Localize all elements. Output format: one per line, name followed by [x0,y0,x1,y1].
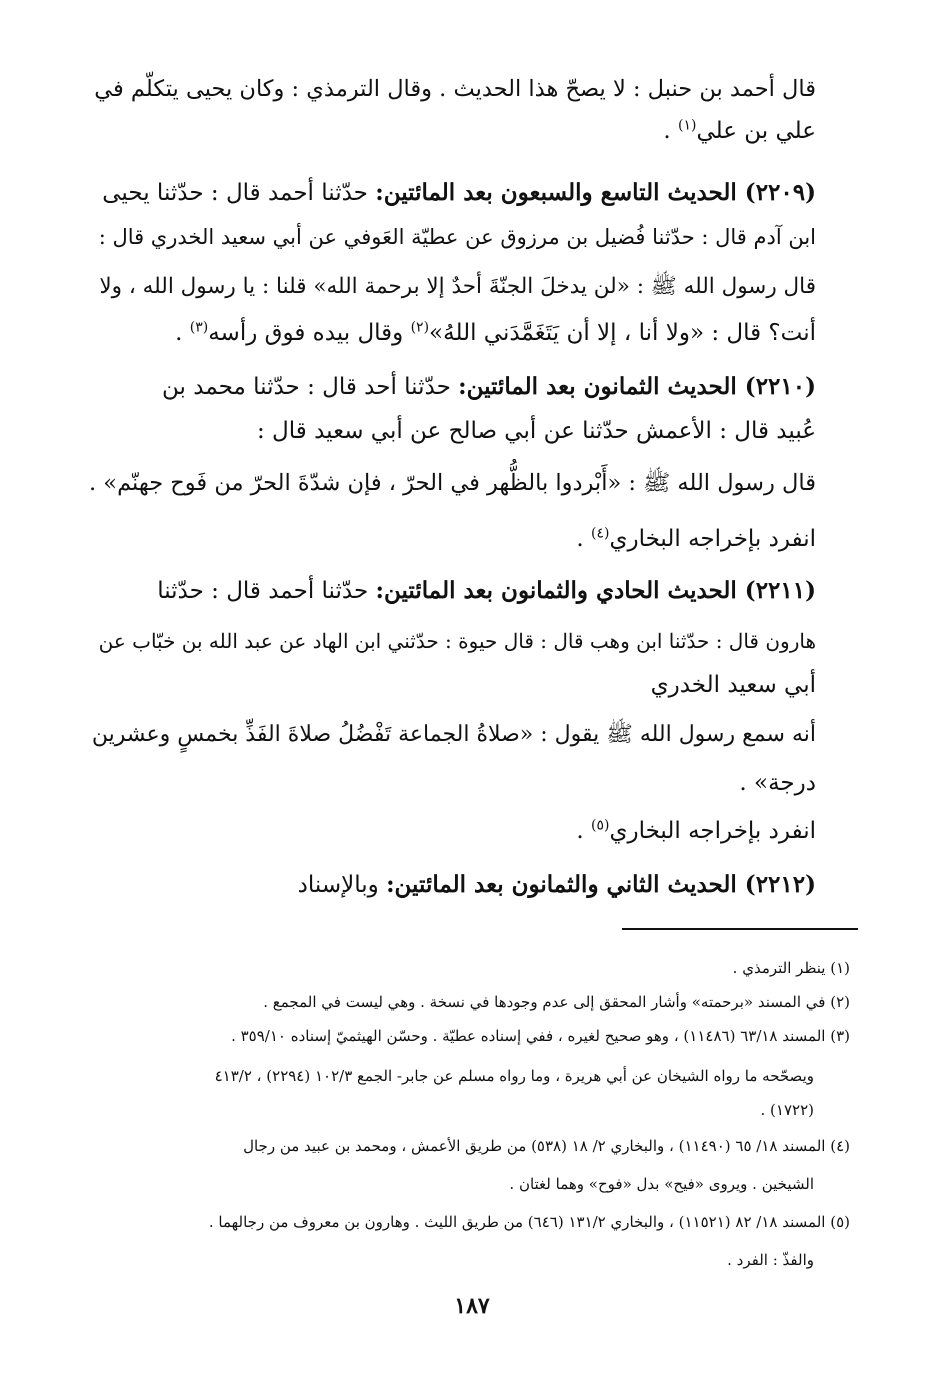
text: قال رسول الله ﷺ : «لن يدخلَ الجنّةَ أحدٌ إلا برحمة الله» قلنا : يا رسول الله ، ولا [99,274,816,299]
body-line [89,466,816,500]
text: أنت؟ قال : «ولا أنا ، إلا أن يَتَغَمَّدَني اللهُ» [429,320,816,346]
footnote [263,990,850,1014]
text: . [576,818,591,844]
body-line [99,220,816,254]
text: انفرد بإخراجه البخاري [609,526,816,552]
text: حدّثنا أحمد قال : حدّثنا [157,578,376,604]
text: وبالإسناد [297,872,387,898]
hadith-heading-line [102,176,816,210]
text: عُبيد قال : الأعمش حدّثنا عن أبي صالح عن أبي سعيد قال : [257,418,816,444]
text: . [175,320,190,346]
footnote-text: (١) ينظر الترمذي . [732,959,850,977]
footnote-continuation [761,1098,814,1122]
text: أبي سعيد الخدري [650,672,816,698]
text: حدّثنا أحمد قال : حدّثنا يحيى [102,180,376,206]
footnote-ref[interactable]: (٢) [410,319,430,336]
hadith-heading-line [162,370,816,404]
hadith-heading-line [157,574,816,608]
text: قال رسول الله ﷺ : «أَبْردوا بالظُّهر في الحرّ ، فإن شدّةَ الحرّ من فَوح جهنّم» . [89,470,816,496]
body-line [99,270,816,304]
footnote [231,1024,850,1048]
footnote-text: (٢) في المسند «برحمته» وأشار المحقق إلى عدم وجودها في نسخة . وهي ليست في المجمع . [263,993,850,1011]
footnote-ref[interactable]: (١) [677,117,697,134]
page-number: ١٨٧ [454,1293,490,1319]
footnote-continuation [215,1064,814,1088]
text: انفرد بإخراجه البخاري [609,818,816,844]
text: علي بن علي [696,118,816,144]
body-line [92,718,816,752]
footnote [209,1210,850,1234]
text: قال أحمد بن حنبل : لا يصحّ هذا الحديث . وقال الترمذي : وكان يحيى يتكلّم في [94,76,816,102]
body-line [99,624,816,658]
hadith-heading-line [298,868,816,902]
text: . [663,118,678,144]
footnote-continuation [727,1248,814,1272]
hadith-heading: (٢٢٠٩) الحديث التاسع والسبعون بعد المائتين: [375,179,816,206]
footnote-separator [622,928,858,930]
text: . [576,526,591,552]
text: ابن آدم قال : حدّثنا فُضيل بن مرزوق عن عطيّة العَوفي عن أبي سعيد الخدري قال : [98,225,816,249]
body-line [651,668,816,702]
footnote-ref[interactable]: (٣) [189,319,209,336]
body-line [94,72,816,106]
body-line [576,522,816,556]
text: درجة» . [739,770,816,796]
text: حدّثنا أحد قال : حدّثنا محمد بن [162,374,459,400]
footnote-text: الشيخين . ويروى «فيح» بدل «فوح» وهما لغتان . [509,1175,814,1193]
body-line [257,414,816,448]
text: وقال بيده فوق رأسه [208,320,411,346]
footnote-text: (٣) المسند ٦٣/١٨ (١١٤٨٦) ، وهو صحيح لغيره ، ففي إسناده عطيّة . وحسّن الهيثميّ إسناده ٣٥٩/١٠ . [231,1027,850,1045]
body-line [739,766,816,800]
body-line [175,316,816,350]
hadith-heading: (٢٢١١) الحديث الحادي والثمانون بعد المائتين: [375,577,816,604]
body-line [663,114,816,148]
hadith-heading: (٢٢١٢) الحديث الثاني والثمانون بعد المائتين: [386,871,816,898]
footnote-text: (٤) المسند ١٨/ ٦٥ (١١٤٩٠) ، والبخاري ٢/ ١٨ (٥٣٨) من طريق الأعمش ، ومحمد بن عبيد من رجال [243,1137,850,1155]
footnote-text: (٥) المسند ١٨/ ٨٢ (١١٥٢١) ، والبخاري ١٣١/٢ (٦٤٦) من طريق الليث . وهارون بن معروف من رجالهما . [208,1213,850,1231]
footnote [733,956,850,980]
footnote-text: والفذّ : الفرد . [727,1251,814,1269]
footnote-continuation [509,1172,814,1196]
footnote [243,1134,850,1158]
hadith-heading: (٢٢١٠) الحديث الثمانون بعد المائتين: [458,373,816,400]
body-line [576,814,816,848]
footnote-text: ويصحّحه ما رواه الشيخان عن أبي هريرة ، وما رواه مسلم عن جابر- الجمع ١٠٢/٣ (٢٢٩٤) ، ٤١٣/٢ [214,1067,814,1085]
text: أنه سمع رسول الله ﷺ يقول : «صلاةُ الجماعة تَفْضُلُ صلاةَ الفَذِّ بخمسٍ وعشرين [91,722,816,747]
footnote-ref[interactable]: (٤) [590,525,610,542]
text: هارون قال : حدّثنا ابن وهب قال : قال حيوة : حدّثني ابن الهاد عن عبد الله بن خبّاب عن [98,629,816,653]
footnote-ref[interactable]: (٥) [590,817,610,834]
footnote-text: (١٧٢٢) . [760,1101,814,1119]
